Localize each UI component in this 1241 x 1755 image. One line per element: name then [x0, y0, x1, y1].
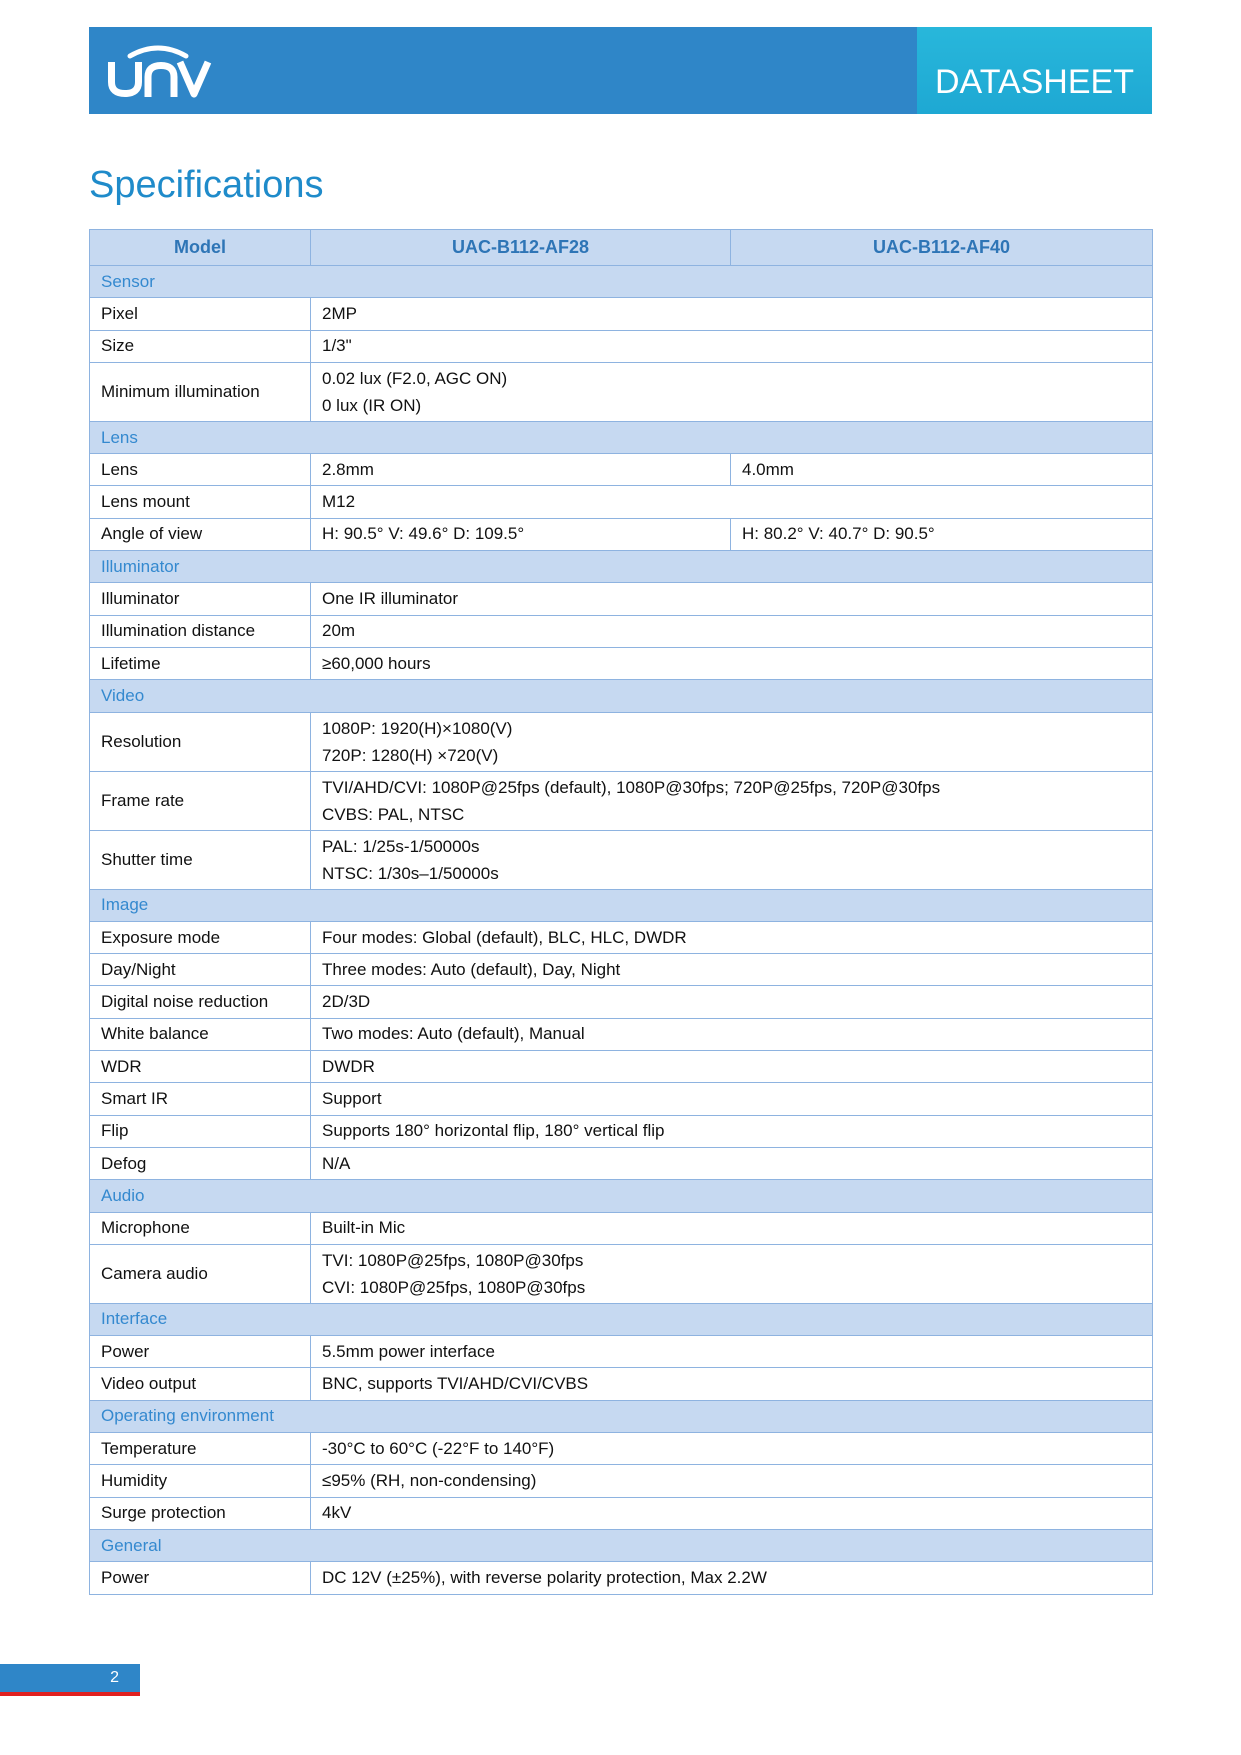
spec-value: DC 12V (±25%), with reverse polarity protection, Max 2.2W — [311, 1562, 1153, 1594]
section-title-operating-environment: Operating environment — [90, 1400, 1153, 1432]
spec-label: Lens — [90, 454, 311, 486]
logo-letter-n — [148, 66, 174, 98]
section-row — [90, 1180, 1153, 1212]
section-row — [90, 1400, 1153, 1432]
section-title-lens: Lens — [90, 421, 1153, 453]
table-row — [90, 1083, 1153, 1115]
spec-label: Angle of view — [90, 518, 311, 550]
spec-label: WDR — [90, 1051, 311, 1083]
table-row — [90, 986, 1153, 1018]
spec-value: ≤95% (RH, non-condensing) — [311, 1465, 1153, 1497]
spec-label: Illumination distance — [90, 615, 311, 647]
spec-value — [311, 362, 1153, 421]
table-row — [90, 1336, 1153, 1368]
section-title-video: Video — [90, 680, 1153, 712]
table-row — [90, 1368, 1153, 1400]
datasheet-box — [917, 27, 1152, 114]
value-line: PAL: 1/25s-1/50000s — [322, 836, 480, 856]
spec-value: 2D/3D — [311, 986, 1153, 1018]
value-line: TVI/AHD/CVI: 1080P@25fps (default), 1080P@30fps; 720P@25fps, 720P@30fps — [322, 777, 941, 797]
section-row — [90, 680, 1153, 712]
table-row — [90, 330, 1153, 362]
table-row — [90, 298, 1153, 330]
table-row — [90, 1562, 1153, 1594]
spec-value: DWDR — [311, 1051, 1153, 1083]
section-row — [90, 1303, 1153, 1335]
table-row — [90, 771, 1153, 830]
spec-value-af28: H: 90.5° V: 49.6° D: 109.5° — [311, 518, 731, 550]
spec-label: Temperature — [90, 1433, 311, 1465]
spec-label: Shutter time — [90, 830, 311, 889]
datasheet-label: DATASHEET — [935, 63, 1134, 101]
table-row — [90, 615, 1153, 647]
value-line: 0 lux (IR ON) — [322, 395, 422, 415]
spec-value — [311, 771, 1153, 830]
spec-value: Support — [311, 1083, 1153, 1115]
table-row — [90, 518, 1153, 550]
value-line: 1080P: 1920(H)×1080(V) — [322, 718, 513, 738]
section-row — [90, 266, 1153, 298]
table-row — [90, 1497, 1153, 1529]
header-banner — [89, 27, 1152, 114]
section-title-image: Image — [90, 889, 1153, 921]
table-row — [90, 1018, 1153, 1050]
column-header-model: Model — [90, 230, 311, 266]
table-row — [90, 1433, 1153, 1465]
spec-value: N/A — [311, 1147, 1153, 1179]
value-line: 0.02 lux (F2.0, AGC ON) — [322, 368, 508, 388]
spec-value — [311, 1244, 1153, 1303]
spec-value: 20m — [311, 615, 1153, 647]
section-title-interface: Interface — [90, 1303, 1153, 1335]
table-row — [90, 954, 1153, 986]
table-row — [90, 1147, 1153, 1179]
table-row — [90, 830, 1153, 889]
page-title: Specifications — [89, 164, 324, 206]
spec-value: 4kV — [311, 1497, 1153, 1529]
spec-label: Humidity — [90, 1465, 311, 1497]
spec-label: Camera audio — [90, 1244, 311, 1303]
value-line: TVI: 1080P@25fps, 1080P@30fps — [322, 1250, 584, 1270]
spec-value: -30°C to 60°C (-22°F to 140°F) — [311, 1433, 1153, 1465]
spec-label: Power — [90, 1562, 311, 1594]
spec-value: BNC, supports TVI/AHD/CVI/CVBS — [311, 1368, 1153, 1400]
spec-label: Exposure mode — [90, 921, 311, 953]
spec-value: Two modes: Auto (default), Manual — [311, 1018, 1153, 1050]
section-title-audio: Audio — [90, 1180, 1153, 1212]
table-row — [90, 1212, 1153, 1244]
spec-value: Three modes: Auto (default), Day, Night — [311, 954, 1153, 986]
spec-label: Day/Night — [90, 954, 311, 986]
table-row — [90, 1244, 1153, 1303]
page-number: 2 — [110, 1669, 119, 1686]
table-row — [90, 712, 1153, 771]
spec-label: Lifetime — [90, 647, 311, 679]
spec-label: Digital noise reduction — [90, 986, 311, 1018]
spec-value: One IR illuminator — [311, 583, 1153, 615]
spec-label: Size — [90, 330, 311, 362]
spec-label: White balance — [90, 1018, 311, 1050]
spec-value-af40: 4.0mm — [731, 454, 1153, 486]
spec-value: Built-in Mic — [311, 1212, 1153, 1244]
spec-value — [311, 712, 1153, 771]
table-row — [90, 647, 1153, 679]
spec-value: ≥60,000 hours — [311, 647, 1153, 679]
spec-value: Supports 180° horizontal flip, 180° vertical flip — [311, 1115, 1153, 1147]
spec-label: Power — [90, 1336, 311, 1368]
section-row — [90, 551, 1153, 583]
value-line: NTSC: 1/30s–1/50000s — [322, 863, 499, 883]
spec-label: Surge protection — [90, 1497, 311, 1529]
spec-label: Minimum illumination — [90, 362, 311, 421]
spec-value-af28: 2.8mm — [311, 454, 731, 486]
table-row — [90, 921, 1153, 953]
section-row — [90, 1529, 1153, 1561]
spec-label: Smart IR — [90, 1083, 311, 1115]
table-row — [90, 362, 1153, 421]
spec-label: Illuminator — [90, 583, 311, 615]
table-row — [90, 486, 1153, 518]
spec-label: Pixel — [90, 298, 311, 330]
spec-value: 2MP — [311, 298, 1153, 330]
logo-arc — [130, 48, 186, 56]
table-row — [90, 1051, 1153, 1083]
section-row — [90, 889, 1153, 921]
table-row — [90, 1465, 1153, 1497]
spec-label: Microphone — [90, 1212, 311, 1244]
spec-value: M12 — [311, 486, 1153, 518]
spec-label: Frame rate — [90, 771, 311, 830]
section-title-sensor: Sensor — [90, 266, 1153, 298]
spec-label: Resolution — [90, 712, 311, 771]
spec-table — [89, 229, 1153, 1595]
column-header-af40: UAC-B112-AF40 — [731, 230, 1153, 266]
logo-letter-u — [112, 62, 139, 94]
spec-label: Defog — [90, 1147, 311, 1179]
section-title-illuminator: Illuminator — [90, 551, 1153, 583]
table-row — [90, 583, 1153, 615]
value-line: CVBS: PAL, NTSC — [322, 804, 465, 824]
spec-value-af40: H: 80.2° V: 40.7° D: 90.5° — [731, 518, 1153, 550]
table-header-row — [90, 230, 1153, 266]
spec-label: Lens mount — [90, 486, 311, 518]
page-number-tab — [0, 1664, 140, 1696]
section-row — [90, 421, 1153, 453]
spec-value: Four modes: Global (default), BLC, HLC, DWDR — [311, 921, 1153, 953]
value-line: 720P: 1280(H) ×720(V) — [322, 745, 499, 765]
logo-letter-v — [180, 62, 208, 94]
spec-label: Flip — [90, 1115, 311, 1147]
table-row — [90, 454, 1153, 486]
column-header-af28: UAC-B112-AF28 — [311, 230, 731, 266]
spec-value: 1/3" — [311, 330, 1153, 362]
spec-value: 5.5mm power interface — [311, 1336, 1153, 1368]
value-line: CVI: 1080P@25fps, 1080P@30fps — [322, 1277, 586, 1297]
spec-label: Video output — [90, 1368, 311, 1400]
section-title-general: General — [90, 1529, 1153, 1561]
table-row — [90, 1115, 1153, 1147]
spec-value — [311, 830, 1153, 889]
unv-logo — [108, 44, 212, 98]
